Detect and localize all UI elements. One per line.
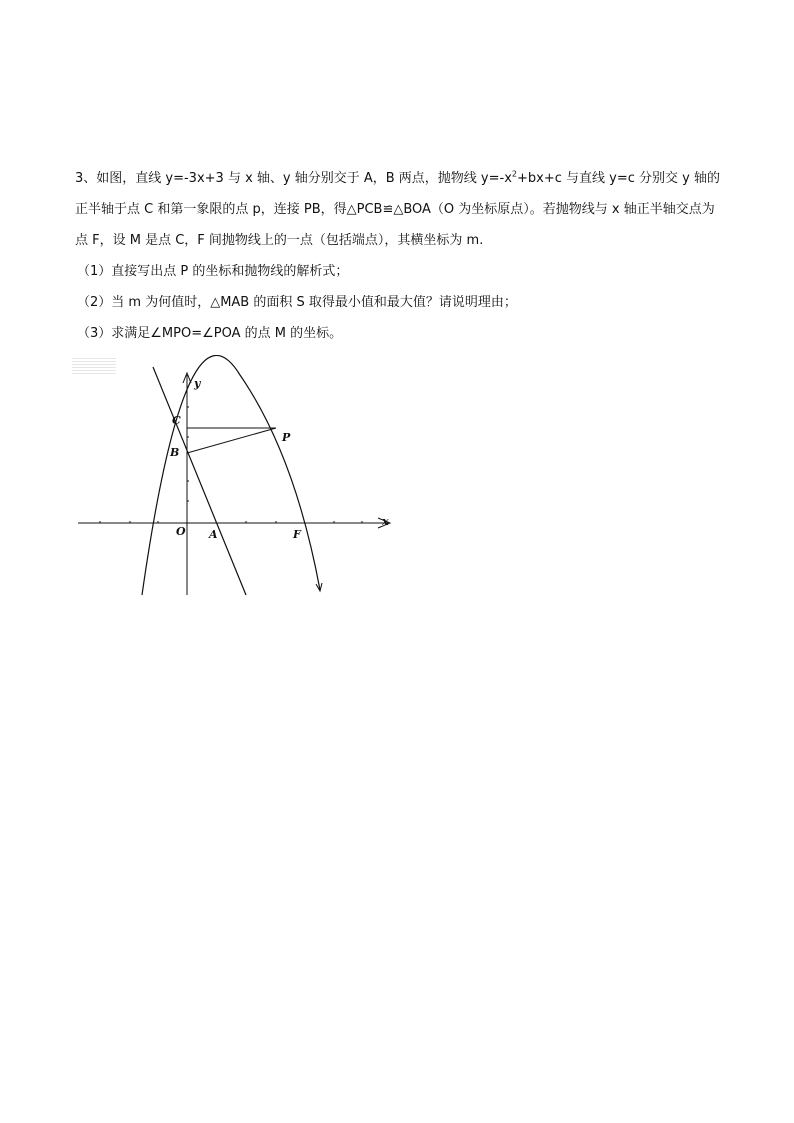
label-p: P xyxy=(282,431,291,444)
geometry-figure xyxy=(70,355,400,600)
figure-svg xyxy=(70,355,400,600)
label-x: x xyxy=(382,515,389,528)
line-ab xyxy=(153,367,246,595)
question-1: （1）直接写出点 P 的坐标和抛物线的解析式； xyxy=(77,264,349,279)
problem-text xyxy=(75,163,725,349)
label-o: O xyxy=(176,525,186,538)
label-b: B xyxy=(170,446,180,459)
label-f: F xyxy=(293,528,301,541)
segment-bp xyxy=(187,428,276,453)
question-2: （2）当 m 为何值时，△MAB 的面积 S 取得最小值和最大值？请说明理由； xyxy=(77,295,517,310)
label-a: A xyxy=(209,528,218,541)
question-3: （3）求满足∠MPO=∠POA 的点 M 的坐标。 xyxy=(77,326,343,341)
label-y: y xyxy=(194,377,201,390)
problem-intro: 3、如图，直线 y=-3x+3 与 x 轴、y 轴分别交于 A，B 两点，抛物线 $y=-x^2+bx+c$ 与直线 y=c 分别交 y 轴的正半轴于点 C 和第一象限的点 p，连接 PB，得△PCB≌△BOA（O 为坐标原点）。若抛物线与 x 轴正半轴交点为点 F，设 M 是点 C，F 间抛物线上的一点（包括端点），其横坐标为 m. xyxy=(75,169,720,248)
label-c: C xyxy=(172,414,181,427)
